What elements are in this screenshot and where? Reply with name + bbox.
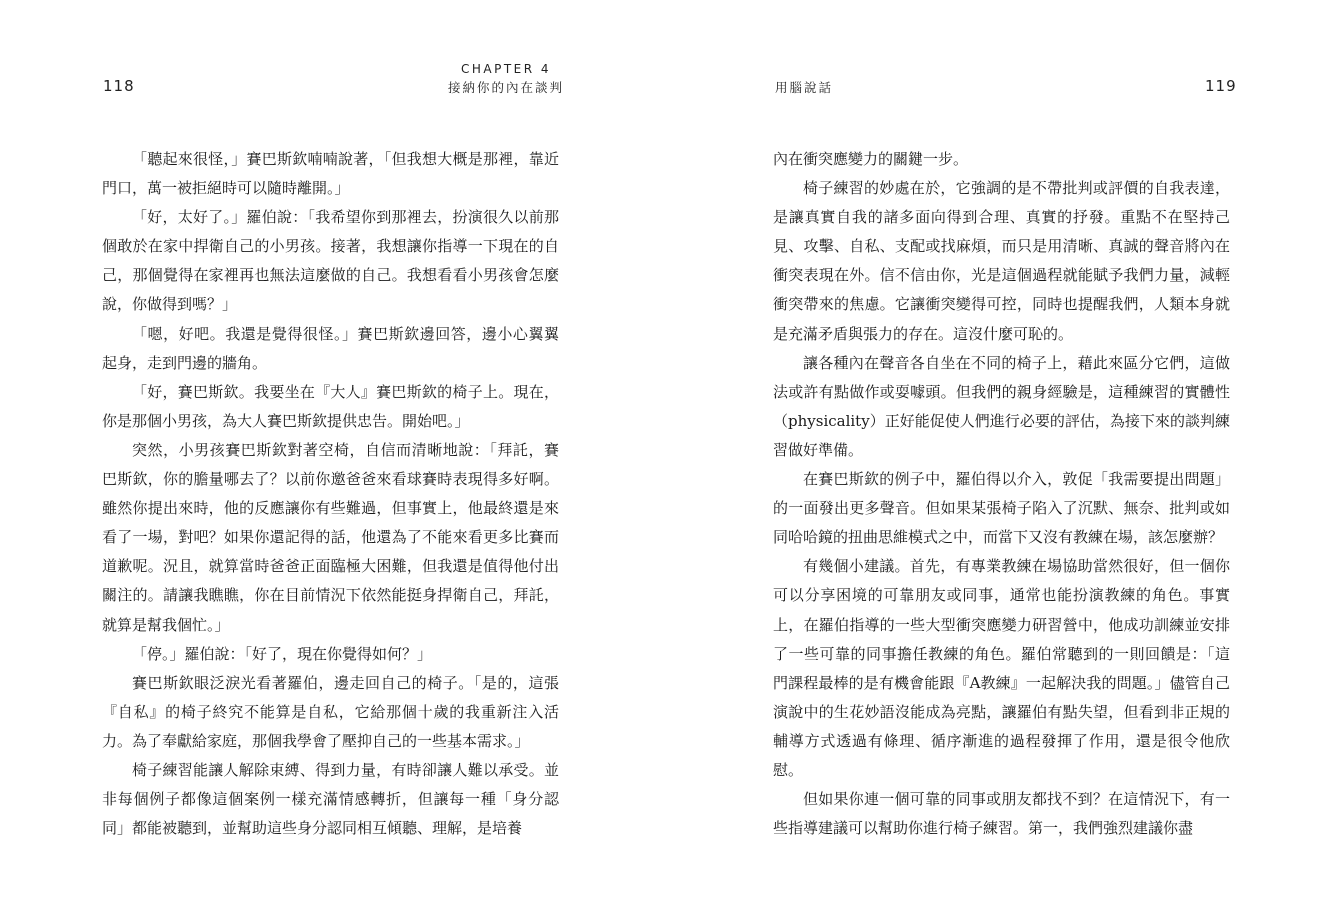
- right-page-number: 119: [1205, 77, 1237, 95]
- paragraph: 椅子練習的妙處在於，它強調的是不帶批判或評價的自我表達，是讓真實自我的諸多面向得到合理、真實的抒發。重點不在堅持己見、攻擊、自私、支配或找麻煩，而只是用清晰、真誠的聲音將內在衝突表現在外。信不信由你，光是這個過程就能賦予我們力量，減輕衝突帶來的焦慮。它讓衝突變得可控，同時也提醒我們，人類本身就是充滿矛盾與張力的存在。這沒什麼可恥的。: [773, 179, 1230, 343]
- chapter-label: CHAPTER 4: [460, 62, 552, 76]
- paragraph: 「聽起來很怪，」賽巴斯欽喃喃說著，「但我想大概是那裡，靠近門口，萬一被拒絕時可以隨時離開。」: [102, 150, 559, 198]
- left-page-body: [102, 145, 559, 843]
- paragraph: 但如果你連一個可靠的同事或朋友都找不到？在這情況下，有一些指導建議可以幫助你進行椅子練習。第一，我們強烈建議你盡: [773, 790, 1230, 838]
- paragraph: 「好，太好了。」羅伯說：「我希望你到那裡去，扮演很久以前那個敢於在家中捍衛自己的小男孩。接著，我想讓你指導一下現在的自己，那個覺得在家裡再也無法這麼做的自己。我想看看小男孩會怎麼說，你做得到嗎？」: [102, 208, 559, 314]
- paragraph: 「好，賽巴斯欽。我要坐在『大人』賽巴斯欽的椅子上。現在，你是那個小男孩，為大人賽巴斯欽提供忠告。開始吧。」: [102, 382, 559, 430]
- left-page-number: 118: [103, 77, 135, 95]
- chapter-header: [436, 62, 576, 96]
- running-head: 用腦說話: [775, 80, 834, 95]
- paragraph: 「嗯，好吧。我還是覺得很怪。」賽巴斯欽邊回答，邊小心翼翼起身，走到門邊的牆角。: [102, 324, 559, 372]
- paragraph: 內在衝突應變力的關鍵一步。: [773, 150, 969, 168]
- chapter-title: 接納你的內在談判: [447, 80, 564, 95]
- paragraph: 有幾個小建議。首先，有專業教練在場協助當然很好，但一個你可以分享困境的可靠朋友或同事，通常也能扮演教練的角色。事實上，在羅伯指導的一些大型衝突應變力研習營中，他成功訓練並安排了一些可靠的同事擔任教練的角色。羅伯常聽到的一則回饋是：「這門課程最棒的是有機會能跟『A教練』一起解決我的問題。」儘管自己演說中的生花妙語沒能成為亮點，讓羅伯有點失望，但看到非正規的輔導方式透過有條理、循序漸進的過程發揮了作用，還是很令他欣慰。: [773, 557, 1230, 779]
- right-page-body: [773, 145, 1230, 843]
- paragraph: 突然，小男孩賽巴斯欽對著空椅，自信而清晰地說：「拜託，賽巴斯欽，你的膽量哪去了？以前你邀爸爸來看球賽時表現得多好啊。雖然你提出來時，他的反應讓你有些難過，但事實上，他最終還是來看了一場，對吧？如果你還記得的話，他還為了不能來看更多比賽而道歉呢。況且，就算當時爸爸正面臨極大困難，但我還是值得他付出關注的。請讓我瞧瞧，你在目前情況下依然能挺身捍衛自己，拜託，就算是幫我個忙。」: [102, 440, 559, 634]
- paragraph: 椅子練習能讓人解除束縛、得到力量，有時卻讓人難以承受。並非每個例子都像這個案例一樣充滿情感轉折，但讓每一種「身分認同」都能被聽到，並幫助這些身分認同相互傾聽、理解，是培養: [102, 760, 559, 838]
- paragraph: 讓各種內在聲音各自坐在不同的椅子上，藉此來區分它們，這做法或許有點做作或耍噱頭。但我們的親身經驗是，這種練習的實體性（physicality）正好能促使人們進行必要的評估，為接下來的談判練習做好準備。: [773, 353, 1230, 459]
- paragraph: 在賽巴斯欽的例子中，羅伯得以介入，敦促「我需要提出問題」的一面發出更多聲音。但如果某張椅子陷入了沉默、無奈、批判或如同哈哈鏡的扭曲思維模式之中，而當下又沒有教練在場，該怎麼辦？: [773, 470, 1230, 547]
- paragraph: 賽巴斯欽眼泛淚光看著羅伯，邊走回自己的椅子。「是的，這張『自私』的椅子終究不能算是自私，它給那個十歲的我重新注入活力。為了奉獻給家庭，那個我學會了壓抑自己的一些基本需求。」: [102, 673, 559, 750]
- paragraph: 「停。」羅伯說：「好了，現在你覺得如何？」: [132, 644, 433, 663]
